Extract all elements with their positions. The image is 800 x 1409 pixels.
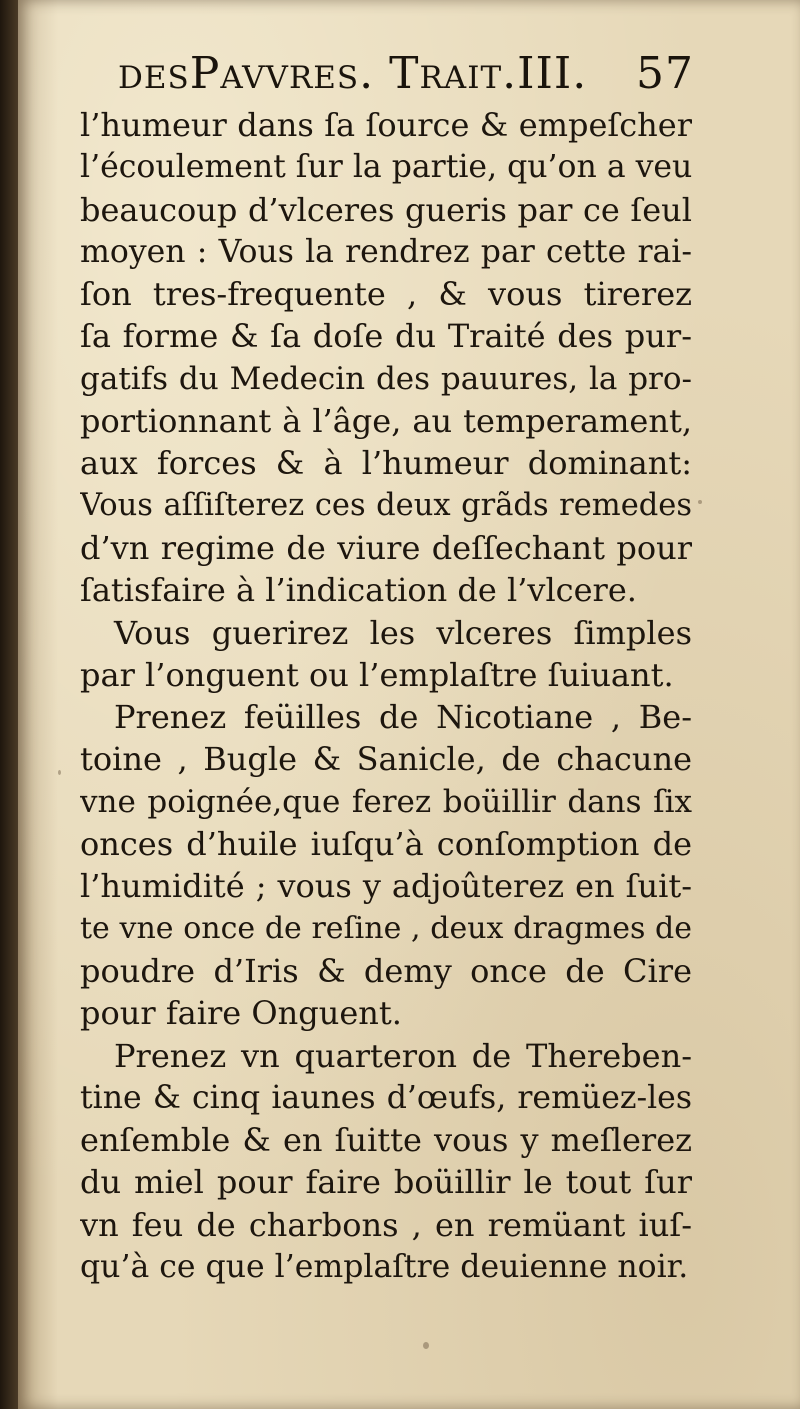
text-line: l’écoulement ſur la partie, qu’on a veu (80, 149, 692, 186)
text-line: te vne once de reſine , deux dragmes de (80, 910, 692, 946)
binding-gutter (0, 0, 18, 1409)
text-line: tine & cinq iaunes d’œufs, remüez-les (80, 1079, 692, 1116)
body-text (80, 104, 692, 1288)
text-line: ſa forme & ſa doſe du Traité des pur- (80, 317, 692, 356)
text-line: vn feu de charbons , en remüant iuſ- (80, 1205, 692, 1244)
text-line: Prenez vn quarteron de Thereben- (114, 1036, 692, 1075)
text-line: vne poignée,que ferez boüillir dans ſix (80, 783, 692, 820)
page-number: 57 (636, 48, 694, 99)
text-line: aux forces & à l’humeur dominant: (80, 444, 692, 483)
paper-speck (423, 1342, 429, 1349)
text-line: pour faire Onguent. (80, 994, 402, 1033)
book-page (18, 0, 800, 1409)
text-line: l’humeur dans ſa ſource & empeſcher (80, 106, 692, 144)
text-line: du miel pour faire boüillir le tout ſur (80, 1163, 692, 1202)
text-line: toine , Bugle & Sanicle, de chacune (80, 740, 692, 779)
text-line: par l’onguent ou l’emplaſtre ſuiuant. (80, 655, 674, 694)
paper-speck (698, 500, 702, 504)
running-head (118, 48, 694, 106)
text-line: onces d’huile iuſqu’à conſomption de (80, 825, 692, 864)
text-line: moyen : Vous la rendrez par cette rai- (80, 233, 692, 270)
text-line: beaucoup d’vlceres gueris par ce ſeul (80, 190, 692, 229)
text-line: gatifs du Medecin des pauures, la pro- (80, 360, 692, 397)
text-line: qu’à ce que l’emplaſtre deuienne noir. (80, 1249, 689, 1286)
text-line: Vous aſſiſterez ces deux grãds remedes (80, 487, 692, 523)
text-line: ſon tres-frequente , & vous tirerez (80, 275, 692, 314)
text-line: l’humidité ; vous y adjoûterez en ſuit- (80, 867, 692, 906)
running-head-title: desPavvres. Trait.III. (118, 48, 588, 99)
text-line: d’vn regime de viure deſſechant pour (80, 528, 692, 567)
text-line: Prenez feüilles de Nicotiane , Be- (114, 698, 692, 737)
text-line: portionnant à l’âge, au temperament, (80, 402, 692, 441)
paper-speck (58, 770, 61, 775)
text-line: enſemble & en ſuitte vous y meſlerez (80, 1121, 692, 1160)
text-line: Vous guerirez les vlceres ſimples (114, 613, 692, 652)
text-line: poudre d’Iris & demy once de Cire (80, 951, 692, 990)
text-line: ſatisfaire à l’indication de l’vlcere. (80, 571, 637, 610)
